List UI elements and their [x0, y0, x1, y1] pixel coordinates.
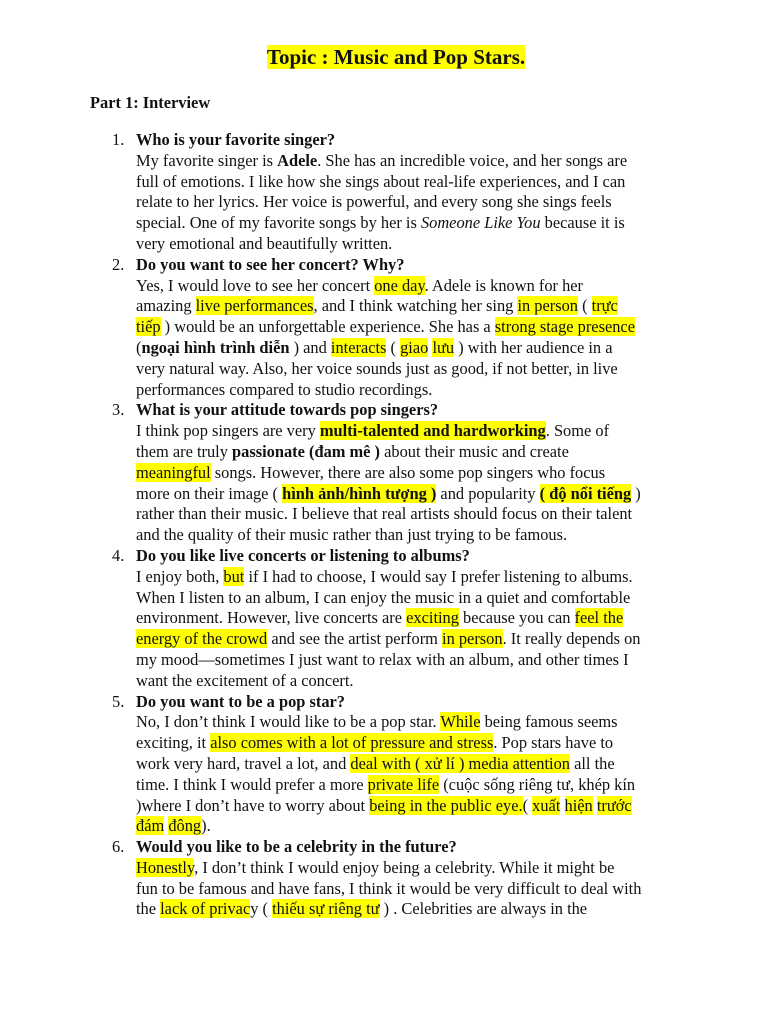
answer-line	[136, 213, 684, 234]
question-title: What is your attitude towards pop singers?	[136, 400, 439, 420]
text-run: the	[136, 899, 161, 919]
answer-line	[136, 484, 684, 505]
text-run: ) and	[289, 337, 331, 357]
text-run: my mood—sometimes I just want to relax with an album, and other times I	[136, 649, 629, 669]
text-run: very emotional and beautifully written.	[136, 233, 393, 253]
text-run: environment. However, live concerts are	[136, 608, 407, 628]
highlighted-phrase: hiện	[564, 795, 593, 815]
answer-line	[136, 172, 684, 193]
text-run: time. I think I would prefer a more	[136, 774, 368, 794]
question-item	[0, 837, 684, 920]
text-run: special. One of my favorite songs by her is	[136, 213, 421, 233]
answer-line	[136, 296, 684, 317]
highlighted-phrase: private life	[367, 774, 440, 794]
question-title: Do you like live concerts or listening to albums?	[136, 545, 470, 565]
answer-line	[136, 754, 684, 775]
highlighted-phrase: interacts	[330, 337, 387, 357]
highlighted-phrase: being in the public eye.	[369, 795, 523, 815]
text-run: y (	[250, 899, 273, 919]
text-run: When I listen to an album, I can enjoy the music in a quiet and comfortable	[136, 587, 631, 607]
answer-line	[136, 796, 684, 817]
question-number: 3.	[112, 400, 125, 420]
question-item	[0, 400, 684, 546]
question-item	[0, 692, 684, 838]
highlighted-phrase: While	[440, 712, 481, 732]
answer-line	[136, 317, 684, 338]
question-title: Do you want to be a pop star?	[136, 691, 345, 711]
text-run: )	[631, 483, 641, 503]
text-run: and the quality of their music rather than just trying to be famous.	[136, 525, 568, 545]
highlighted-phrase: strong stage presence	[494, 317, 635, 337]
text-run: My favorite singer is	[136, 150, 278, 170]
text-run	[560, 796, 564, 815]
text-run: songs. However, there are also some pop singers who focus	[210, 462, 606, 482]
highlighted-phrase: thiếu sự riêng tư	[272, 899, 380, 919]
text-run: ngoại hình trình diễn	[141, 337, 290, 357]
answer-line	[136, 879, 684, 900]
highlighted-phrase: đám	[136, 816, 165, 836]
question-number: 2.	[112, 254, 125, 274]
text-run: all the	[570, 753, 615, 773]
text-run: (	[386, 337, 401, 357]
answer-line	[136, 816, 684, 837]
document-title	[0, 42, 768, 72]
question-title: Who is your favorite singer?	[136, 130, 336, 149]
text-run: and see the artist perform	[267, 629, 443, 649]
text-run: , I don’t think I would enjoy being a celebrity. While it might be	[194, 857, 615, 877]
question-number: 1.	[112, 130, 125, 149]
text-run: more on their image (	[136, 483, 283, 503]
text-run: No, I don’t think I would like to be a pop star.	[136, 712, 441, 732]
text-run: rather than their music. I believe that real artists should focus on their talent	[136, 504, 633, 524]
highlighted-phrase: giao	[400, 337, 429, 357]
text-run: them are truly	[136, 441, 233, 461]
highlighted-phrase: in person	[442, 629, 503, 649]
text-run: ) would be an unforgettable experience. She has a	[160, 317, 495, 337]
answer-line	[136, 504, 684, 525]
text-run: Yes, I would love to see her concert	[136, 275, 375, 295]
highlighted-phrase: lack of privac	[160, 899, 251, 919]
title-text: Topic : Music and Pop Stars.	[266, 45, 526, 69]
text-run: . Some of	[545, 421, 610, 441]
text-run: if I had to choose, I would say I prefer listening to albums.	[244, 566, 633, 586]
answer-line	[136, 629, 684, 650]
highlighted-phrase: one day	[374, 275, 425, 295]
text-run: (	[577, 296, 592, 316]
text-run: fun to be famous and have fans, I think it would be very difficult to deal with	[136, 878, 642, 898]
answer-line	[136, 338, 684, 359]
highlighted-phrase: deal with ( xử lí ) media attention	[350, 753, 570, 773]
text-run: and popularity	[436, 483, 540, 503]
text-run: )where I don’t have to worry about	[136, 795, 370, 815]
text-run: . Pop stars have to	[493, 733, 614, 753]
highlighted-phrase: đông	[168, 816, 202, 836]
highlighted-phrase: trước	[596, 795, 632, 815]
answer-line	[136, 380, 684, 401]
text-run: . It really depends on	[502, 629, 641, 649]
answer-line	[136, 775, 684, 796]
text-run: want the excitement of a concert.	[136, 670, 354, 690]
highlighted-phrase: lưu	[432, 337, 455, 357]
text-run: (cuộc sống riêng tư, khép kín	[439, 774, 636, 794]
text-run: I enjoy both,	[136, 566, 224, 586]
text-run: because you can	[458, 608, 575, 628]
highlighted-phrase: exciting	[406, 608, 459, 628]
text-run: about their music and create	[380, 441, 569, 461]
highlighted-phrase: meaningful	[136, 462, 211, 482]
question-number: 6.	[112, 837, 125, 857]
answer-line	[136, 442, 684, 463]
text-run: . She has an incredible voice, and her songs are	[317, 150, 628, 170]
text-run: Someone Like You	[420, 213, 541, 233]
answer-line	[136, 421, 684, 442]
highlighted-phrase: energy of the crowd	[136, 629, 268, 649]
text-run: very natural way. Also, her voice sounds just as good, if not better, in live	[136, 358, 618, 378]
highlighted-phrase: tiếp	[136, 317, 161, 337]
answer-line	[136, 733, 684, 754]
answer-line	[136, 567, 684, 588]
text-run: because it is	[540, 213, 625, 233]
text-run: ) with her audience in a	[454, 337, 613, 357]
text-run: performances compared to studio recordings.	[136, 379, 433, 399]
highlighted-phrase: feel the	[574, 608, 624, 628]
answer-line	[136, 192, 684, 213]
answer-line	[136, 899, 684, 920]
highlighted-phrase: trực	[591, 296, 618, 316]
text-run: I think pop singers are very	[136, 421, 320, 441]
highlighted-phrase: multi-talented and hardworking	[319, 421, 546, 441]
text-run: amazing	[136, 296, 196, 316]
highlighted-phrase: in person	[517, 296, 578, 316]
answer-line	[136, 234, 684, 255]
answer-line	[136, 588, 684, 609]
text-run: being famous seems	[480, 712, 618, 732]
question-number: 4.	[112, 545, 125, 565]
text-run: work very hard, travel a lot, and	[136, 753, 351, 773]
question-item	[0, 546, 684, 692]
text-run: (	[136, 337, 142, 357]
answer-line	[136, 608, 684, 629]
answer-line	[136, 359, 684, 380]
text-run: Adele	[277, 150, 318, 170]
question-title: Do you want to see her concert? Why?	[136, 254, 405, 274]
highlighted-phrase: also comes with a lot of pressure and stress	[210, 733, 494, 753]
text-run: . Adele is known for her	[424, 275, 584, 295]
text-run: relate to her lyrics. Her voice is powerful, and every song she sings feels	[136, 192, 612, 212]
answer-line	[136, 858, 684, 879]
answer-line	[136, 525, 684, 546]
text-run: (	[522, 795, 533, 815]
highlighted-phrase: Honestly	[136, 857, 195, 877]
answer-line	[136, 151, 684, 172]
text-run: , and I think watching her sing	[313, 296, 518, 316]
highlighted-phrase: ( độ nổi tiếng	[539, 483, 632, 503]
text-run: exciting, it	[136, 733, 211, 753]
answer-line	[136, 671, 684, 692]
highlighted-phrase: xuất	[532, 795, 561, 815]
answer-line	[136, 712, 684, 733]
highlighted-phrase: hình ảnh/hình tượng )	[282, 483, 437, 503]
answer-line	[136, 463, 684, 484]
answer-line	[136, 276, 684, 297]
question-title: Would you like to be a celebrity in the future?	[136, 837, 457, 857]
answer-line	[136, 650, 684, 671]
question-item	[0, 130, 684, 255]
question-list	[0, 130, 768, 920]
text-run: ).	[201, 816, 211, 836]
question-item	[0, 255, 684, 401]
question-number: 5.	[112, 691, 125, 711]
text-run: ) . Celebrities are always in the	[379, 899, 588, 919]
highlighted-phrase: but	[223, 566, 245, 586]
section-heading: Part 1: Interview	[90, 93, 211, 112]
highlighted-phrase: live performances	[195, 296, 314, 316]
text-run: full of emotions. I like how she sings about real-life experiences, and I can	[136, 171, 626, 191]
text-run: passionate (đam mê )	[232, 441, 380, 461]
